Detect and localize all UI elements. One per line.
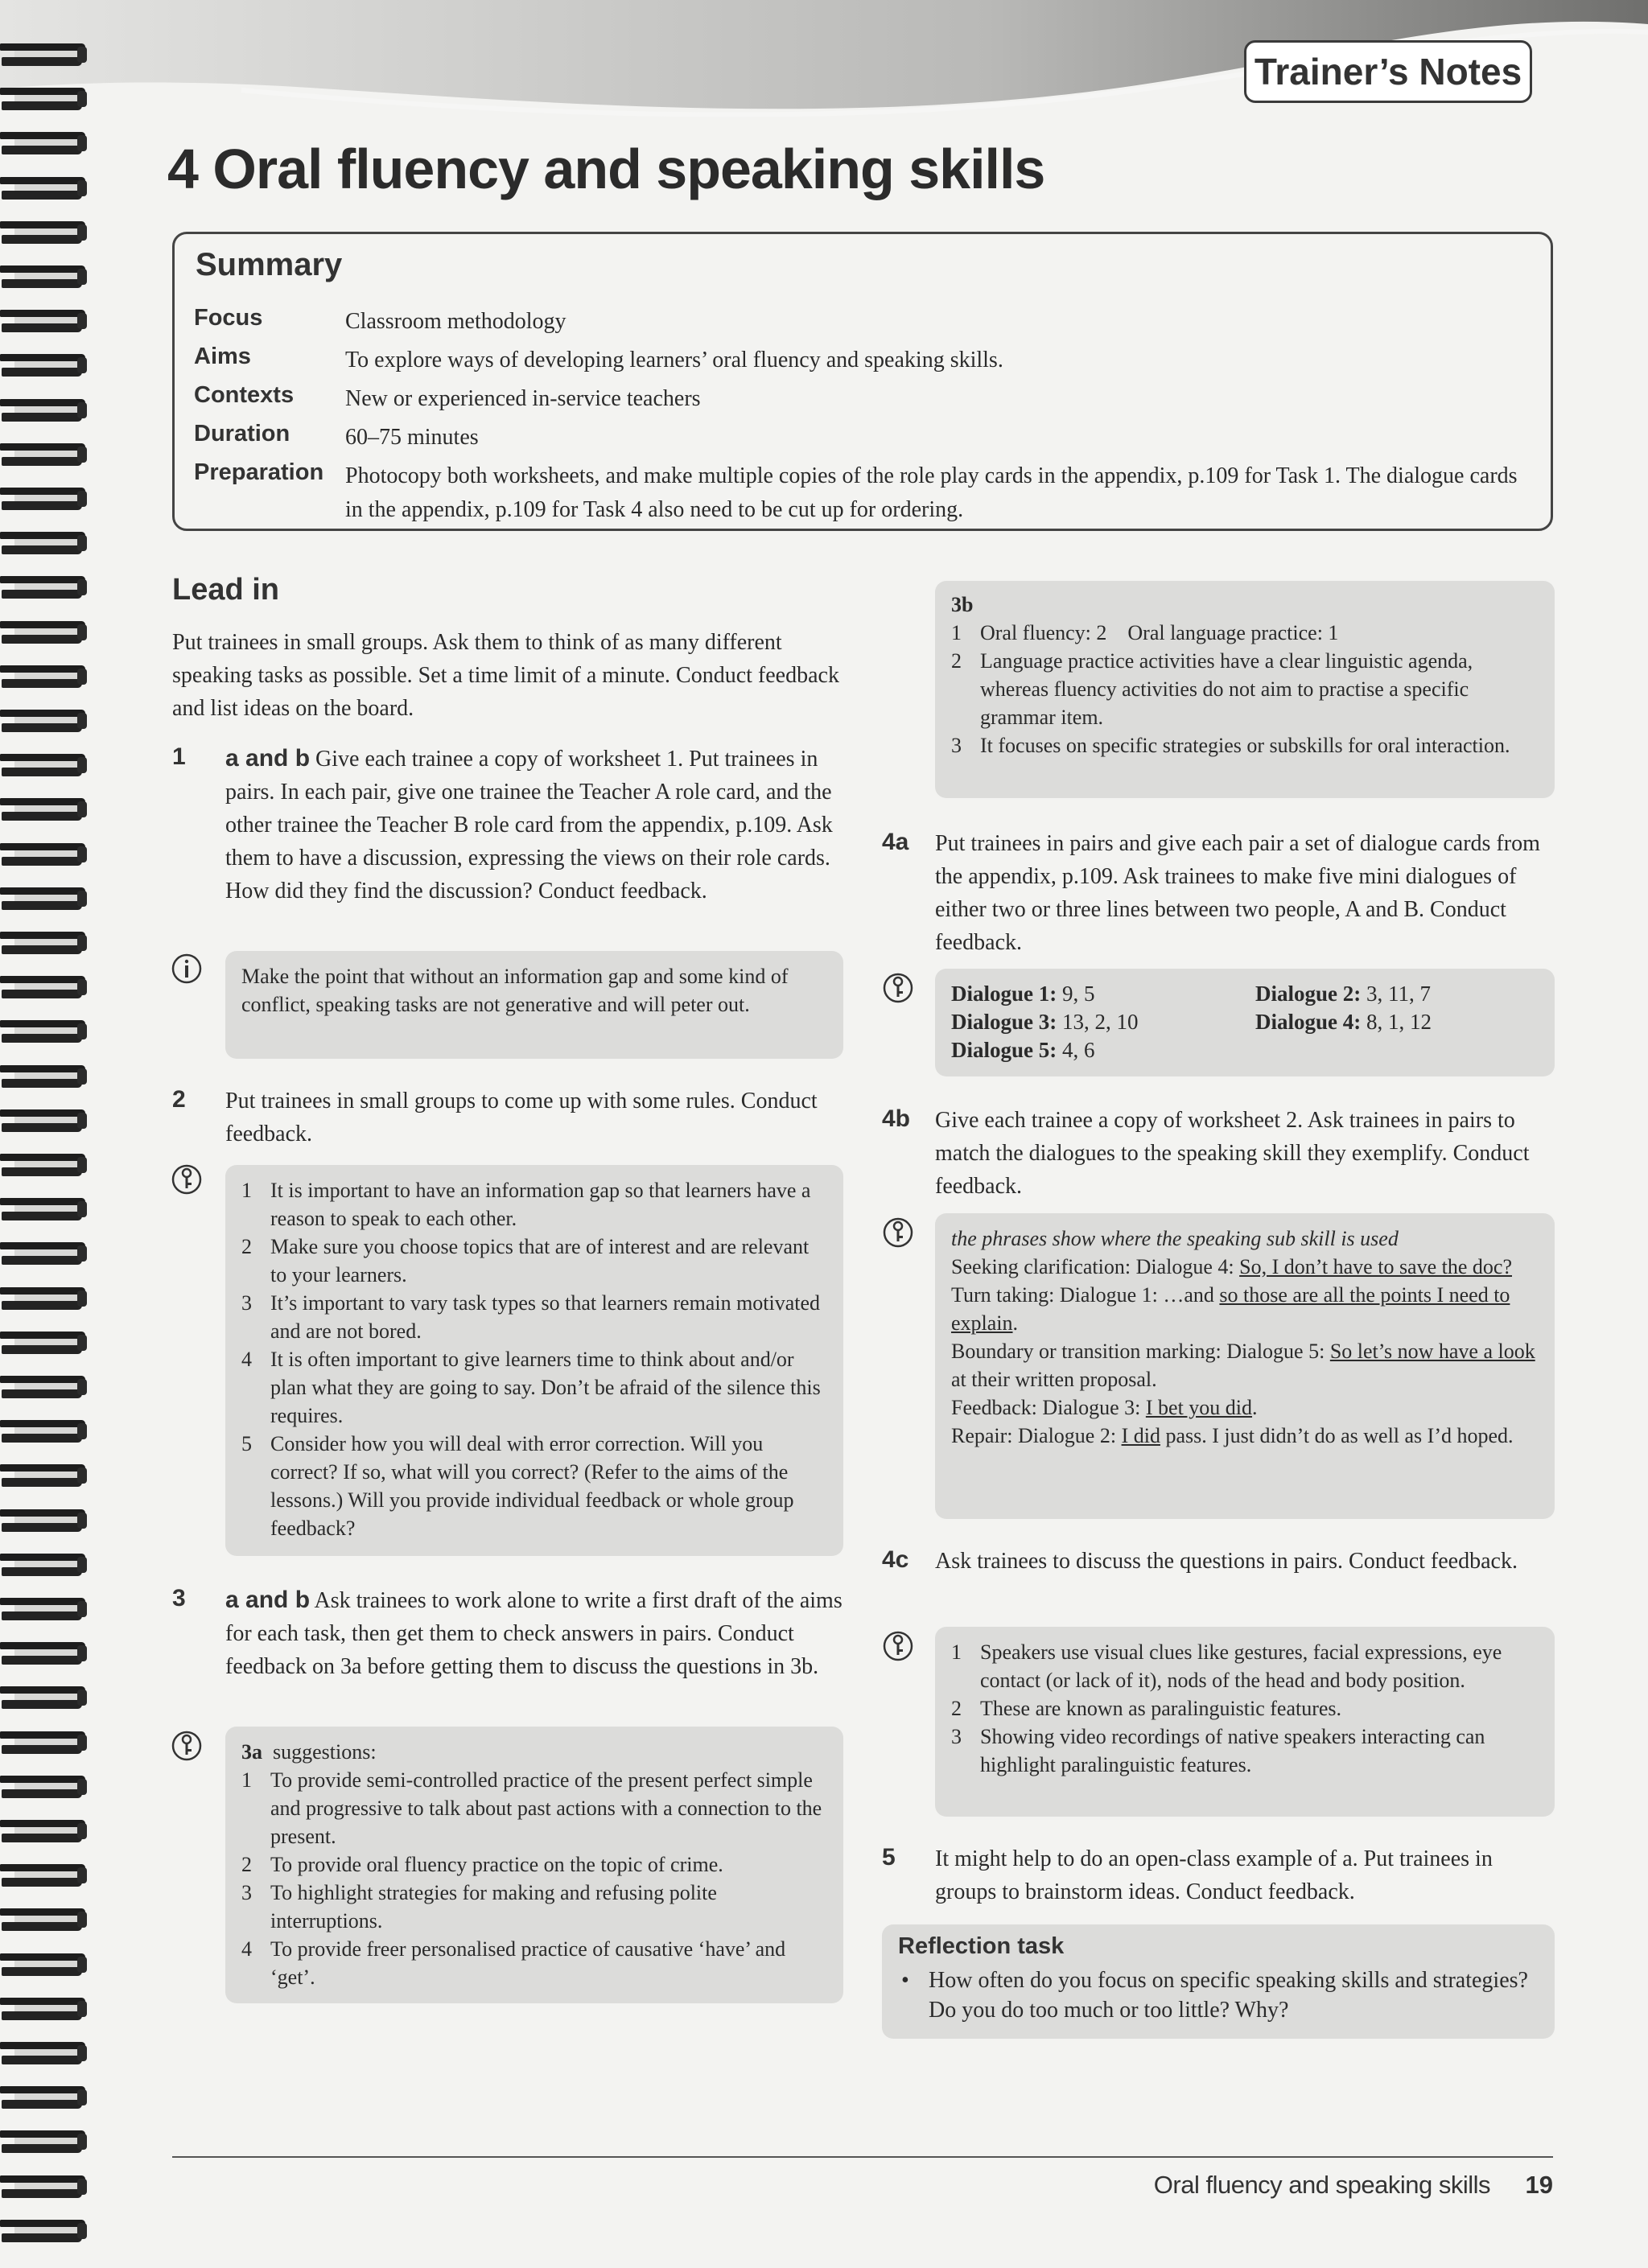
lead-in-text: Put trainees in small groups. Ask them to think of as many different speaking tasks as possible. Set a time limit of a minute. Conduct feedback and list ideas on the board. [172,630,839,721]
list-item: 2 To provide oral fluency practice on the topic of crime. [241,1853,723,1876]
binding-ring [0,884,90,913]
binding-ring [0,1950,90,1979]
summary-label: Duration [194,421,290,447]
binding-ring [0,396,90,425]
task-2-text: Put trainees in small groups to come up with some rules. Conduct feedback. [225,1089,818,1146]
binding-ring [0,1861,90,1890]
binding-ring [0,307,90,335]
binding-ring [0,1728,90,1757]
answer-key-task-2 [225,1165,843,1556]
summary-value: New or experienced in-service teachers [345,386,701,411]
binding-ring [0,129,90,158]
lead-in-heading: Lead in [172,573,280,607]
summary-box [172,232,1553,531]
task-1-text [225,742,845,908]
answer-key-icon [882,1630,914,1662]
key-4b-line: Seeking clarification: Dialogue 4: So, I don’t have to save the doc? [951,1255,1512,1278]
list-item: 3 To highlight strategies for making and refusing polite interruptions. [241,1881,717,1933]
summary-value: 60–75 minutes [345,425,479,450]
reflection-task-heading: Reflection task [898,1933,1065,1959]
list-item: 1 To provide semi-controlled practice of the present perfect simple and progressive to talk about past actions with a connection to the present. [241,1768,822,1848]
dialogue-answer: Dialogue 4: 8, 1, 12 [1255,1010,1432,1034]
task-part-label: a and b [225,745,311,772]
binding-ring [0,529,90,558]
reflection-bullet: • How often do you focus on specific speaking skills and strategies? Do you do too much or too little? Why? [898,1965,1539,2025]
binding-ring [0,2039,90,2068]
binding-ring [0,174,90,203]
binding-ring [0,1417,90,1446]
key-4b-line: Repair: Dialogue 2: I did pass. I just didn’t do as well as I’d hoped. [951,1424,1514,1447]
task-1-body: Give each trainee a copy of worksheet 1. Put trainees in pairs. In each pair, give one trainee the Teacher A role card, and the other trainee the Teacher B role card from the appendix, p.109. Ask them to have a discussion, expressing the views on their role cards. How did they find the discussion? Conduct feedback. [225,747,833,903]
task-3-text [225,1583,845,1683]
binding-ring [0,40,90,69]
task-number: 1 [172,743,186,770]
binding-ring [0,1373,90,1402]
list-item: 3 Showing video recordings of native speakers interacting can highlight paralinguistic features. [951,1725,1485,1776]
summary-label: Focus [194,305,263,331]
list-item: 5 Consider how you will deal with error correction. Will you correct? If so, what will you correct? (Refer to the aims of the lessons.) Will you provide individual feedback or whole group feedback? [241,1432,794,1540]
list-item: 1 Oral fluency: 2 Oral language practice: 1 [951,621,1339,644]
task-number: 2 [172,1086,186,1113]
spiral-binding [0,40,105,2261]
binding-ring [0,795,90,824]
page-number: 19 [1525,2171,1553,2199]
binding-ring [0,751,90,780]
binding-ring [0,573,90,602]
binding-ring [0,1772,90,1801]
answer-key-task-4a [935,969,1555,1076]
binding-ring [0,1506,90,1535]
key-4b-line: Feedback: Dialogue 3: I bet you did. [951,1396,1258,1419]
task-3-body: Ask trainees to work alone to write a first draft of the aims for each task, then get them to check answers in pairs. Conduct feedback on 3a before getting them to discuss the questions in 3b. [225,1588,843,1679]
task-5-text: It might help to do an open-class example of a. Put trainees in groups to brainstorm ideas. Conduct feedback. [935,1846,1493,1904]
binding-ring [0,928,90,957]
task-4c-text: Ask trainees to discuss the questions in pairs. Conduct feedback. [935,1549,1518,1574]
summary-heading: Summary [196,247,343,282]
binding-ring [0,1284,90,1313]
binding-ring [0,1195,90,1224]
binding-ring [0,1683,90,1712]
answer-key-task-3b [935,581,1555,798]
task-part-label: a and b [225,1587,311,1613]
binding-ring [0,1461,90,1490]
list-item: 1 It is important to have an information gap so that learners have a reason to speak to each other. [241,1179,811,1230]
task-number: 4a [882,829,909,855]
info-icon [171,953,203,985]
dialogue-answer: Dialogue 1: 9, 5 [951,982,1095,1006]
list-item: 3 It’s important to vary task types so that learners remain motivated and are not bored. [241,1291,821,1343]
summary-label: Aims [194,344,251,369]
list-item: 4 To provide freer personalised practice of causative ‘have’ and ‘get’. [241,1937,786,1989]
binding-ring [0,1595,90,1624]
answer-key-icon [171,1730,203,1762]
task-number: 4b [882,1105,911,1132]
key-3a-heading: 3a suggestions: [241,1740,377,1764]
answer-key-task-4b [935,1213,1555,1519]
list-item: 2 Language practice activities have a clear linguistic agenda, whereas fluency activities do not aim to practise a specific grammar item. [951,649,1473,729]
binding-ring [0,1150,90,1179]
summary-value: Photocopy both worksheets, and make multiple copies of the role play cards in the appendix, p.109 for Task 1. The dialogue cards in the appendix, p.109 for Task 4 also need to be cut up for ordering. [345,463,1518,522]
binding-ring [0,440,90,469]
task-4a-text: Put trainees in pairs and give each pair a set of dialogue cards from the appendix, p.109. Ask trainees to make five mini dialogues of either two or three lines between two people, A and B. Conduct feedback. [935,831,1540,955]
key-4b-line: Turn taking: Dialogue 1: …and so those are all the points I need to explain. [951,1283,1510,1335]
answer-key-task-4c [935,1627,1555,1817]
binding-ring [0,2127,90,2156]
key-4b-line: Boundary or transition marking: Dialogue 5: So let’s now have a look at their written proposal. [951,1340,1535,1391]
trainers-notes-tab: Trainer’s Notes [1244,40,1532,103]
footer-divider [172,2156,1553,2158]
binding-ring [0,840,90,869]
dialogue-answer: Dialogue 2: 3, 11, 7 [1255,982,1431,1006]
footer-title: Oral fluency and speaking skills [1153,2171,1490,2199]
key-3b-heading: 3b [951,593,974,616]
task-number: 4c [882,1546,909,1573]
binding-ring [0,1994,90,2023]
summary-label: Preparation [194,459,324,485]
list-item: 2 Make sure you choose topics that are of interest and are relevant to your learners. [241,1235,810,1286]
list-item: 3 It focuses on specific strategies or subskills for oral interaction. [951,734,1510,757]
answer-key-task-3a [225,1727,843,2003]
page-title: 4 Oral fluency and speaking skills [167,138,1045,200]
summary-label: Contexts [194,382,295,408]
binding-ring [0,2217,90,2245]
binding-ring [0,84,90,113]
binding-ring [0,1062,90,1091]
binding-ring [0,706,90,735]
binding-ring [0,618,90,647]
answer-key-icon [171,1163,203,1196]
binding-ring [0,973,90,1002]
binding-ring [0,1328,90,1357]
answer-key-icon [882,972,914,1004]
binding-ring [0,1017,90,1046]
binding-ring [0,351,90,380]
dialogue-answer: Dialogue 5: 4, 6 [951,1038,1095,1062]
binding-ring [0,1239,90,1268]
task-4b-text: Give each trainee a copy of worksheet 2. Ask trainees in pairs to match the dialogues to the speaking skill they exemplify. Conduct feedback. [935,1108,1530,1199]
info-note-box [225,951,843,1059]
list-item: 4 It is often important to give learners time to think about and/or plan what they are going to say. Don’t be afraid of the silence this requires. [241,1348,821,1427]
summary-value: To explore ways of developing learners’ oral fluency and speaking skills. [345,348,1003,373]
binding-ring [0,2172,90,2201]
summary-value: Classroom methodology [345,309,566,334]
binding-ring [0,1550,90,1579]
binding-ring [0,1905,90,1934]
task-number: 5 [882,1844,896,1871]
binding-ring [0,662,90,691]
dialogue-answer: Dialogue 3: 13, 2, 10 [951,1010,1139,1034]
binding-ring [0,1639,90,1668]
binding-ring [0,218,90,247]
binding-ring [0,1817,90,1846]
binding-ring [0,484,90,513]
binding-ring [0,2083,90,2112]
binding-ring [0,262,90,291]
list-item: 1 Speakers use visual clues like gestures, facial expressions, eye contact (or lack of it), nods of the head and body position. [951,1640,1502,1692]
binding-ring [0,1106,90,1135]
task-number: 3 [172,1585,186,1611]
list-item: 2 These are known as paralinguistic features. [951,1697,1342,1720]
answer-key-icon [882,1216,914,1249]
reflection-task-box [882,1924,1555,2039]
info-note-text: Make the point that without an information gap and some kind of conflict, speaking tasks are not generative and will peter out. [241,965,789,1016]
bullet-icon: • [901,1968,909,1993]
key-4b-intro: the phrases show where the speaking sub skill is used [951,1227,1399,1250]
